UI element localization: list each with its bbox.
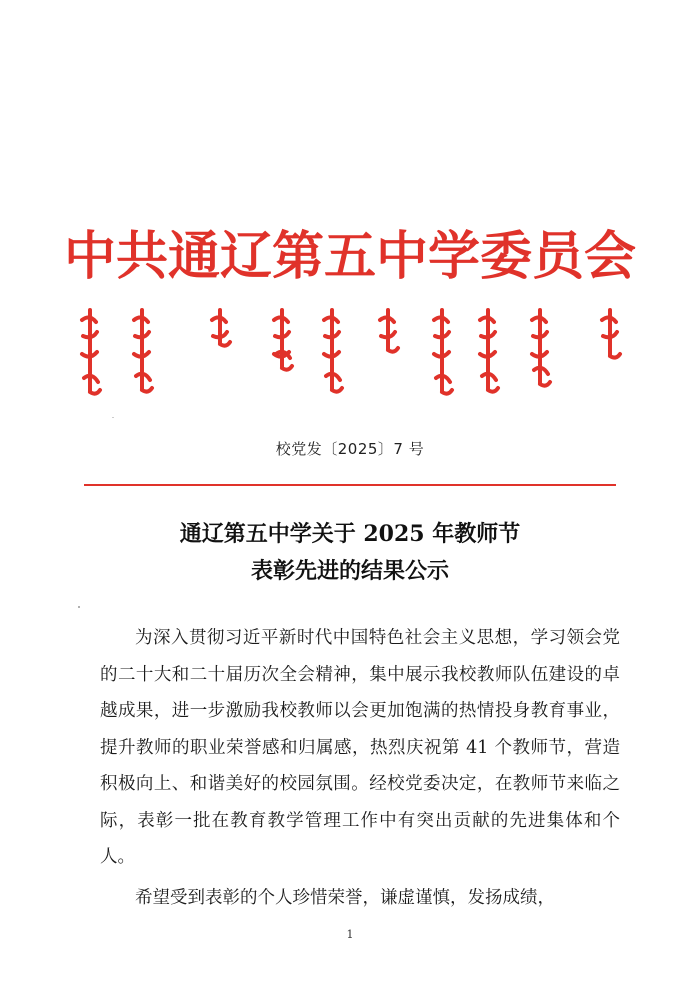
mongolian-glyph <box>380 310 398 352</box>
document-title <box>0 516 700 590</box>
document-number: 校党发〔2025〕7 号 <box>275 440 425 458</box>
red-separator-line <box>84 484 616 486</box>
mongolian-glyph <box>134 310 152 392</box>
organization-masthead: 中共通辽第五中学委员会 <box>63 227 636 287</box>
paragraph-1: 为深入贯彻习近平新时代中国特色社会主义思想，学习领会党的二十大和二十届历次全会精神，集中展示我校教师队伍建设的卓越成果，进一步激励我校教师以会更加饱满的热情投身教育事业，提升教师的职业荣誉感和归属感，热烈庆祝第 41 个教师节，营造积极向上、和谐美好的校园氛围。经校党委决定，在教师节来临之际，表彰一批在教育教学管理工作中有突出贡献的先进集体和个人。 <box>100 628 620 867</box>
scan-speck <box>112 417 114 418</box>
mongolian-glyph <box>480 310 498 392</box>
mongolian-glyph <box>434 310 452 394</box>
mongolian-glyph <box>82 310 100 394</box>
mongolian-script-title <box>70 306 640 398</box>
mongolian-glyph <box>212 310 230 346</box>
mongolian-glyph <box>602 310 620 358</box>
scan-speck <box>78 606 80 608</box>
mongolian-glyph <box>532 310 550 386</box>
title-line-1: 通辽第五中学关于 2025 年教师节 <box>179 521 521 547</box>
mongolian-glyph <box>324 310 342 392</box>
mongolian-glyph <box>274 310 292 370</box>
paragraph-2: 希望受到表彰的个人珍惜荣誉，谦虚谨慎，发扬成绩， <box>135 887 555 908</box>
document-body <box>100 620 620 916</box>
title-line-2: 表彰先进的结果公示 <box>250 558 449 584</box>
page-number: 1 <box>346 928 354 941</box>
